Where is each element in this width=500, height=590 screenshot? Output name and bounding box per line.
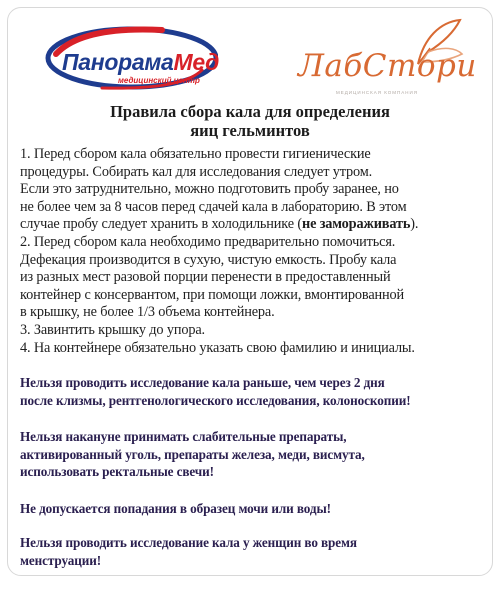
warning-2: Нельзя накануне принимать слабительные препараты, активированный уголь, препараты железа, меди, висмута, использовать ректальные свечи! bbox=[20, 429, 365, 480]
panoramamed-logo bbox=[42, 24, 218, 92]
rule-3: 3. Завинтить крышку до упора. bbox=[20, 321, 205, 338]
title-line-1: Правила сбора кала для определения bbox=[110, 102, 390, 121]
title-line-2: яиц гельминтов bbox=[190, 121, 310, 140]
logo-left-name: ПанорамаМед bbox=[62, 49, 220, 75]
rule-1-line-5: случае пробу следует хранить в холодильнике (не замораживать). bbox=[20, 216, 419, 233]
rule-1-line-2: процедуры. Собирать кал для исследования следует утром. bbox=[20, 163, 373, 180]
instruction-card bbox=[7, 7, 493, 576]
no-freeze-emphasis: не замораживать bbox=[301, 216, 411, 233]
rule-2-line-1: 2. Перед сбором кала необходимо предварительно помочиться. bbox=[20, 233, 396, 250]
rules-list bbox=[20, 146, 490, 357]
warning-4: Нельзя проводить исследование кала у женщин во время менструации! bbox=[20, 535, 357, 568]
logo-right-subtitle: МЕДИЦИНСКАЯ КОМПАНИЯ bbox=[336, 90, 419, 95]
rule-4: 4. На контейнере обязательно указать свою фамилию и инициалы. bbox=[20, 339, 415, 356]
rule-1-line-1: 1. Перед сбором кала обязательно провести гигиенические bbox=[20, 146, 371, 162]
rule-2-line-2: Дефекация производится в сухую, чистую емкость. Пробу кала bbox=[20, 251, 397, 268]
rule-2-line-3: из разных мест разовой порции перенести в предоставленный bbox=[20, 269, 391, 286]
warning-1: Нельзя проводить исследование кала раньше, чем через 2 дня после клизмы, рентгенологического исследования, колоноскопии! bbox=[20, 375, 411, 408]
rule-1-line-4: не более чем за 8 часов перед сдачей кала в лабораторию. В этом bbox=[20, 198, 407, 215]
warning-3: Не допускается попадания в образец мочи или воды! bbox=[20, 501, 331, 516]
rule-2-line-4: контейнер с консервантом, при помощи ложки, вмонтированной bbox=[20, 286, 405, 303]
page-title bbox=[8, 102, 492, 140]
logo-left-subtitle: медицинский центр bbox=[118, 76, 200, 85]
logo-right-name: ЛабСтори bbox=[298, 48, 477, 84]
rule-2-line-5: в крышку, не более 1/3 объема контейнера. bbox=[20, 304, 275, 321]
labstory-logo bbox=[284, 18, 477, 100]
rule-1-line-3: Если это затруднительно, можно подготовить пробу заранее, но bbox=[20, 181, 399, 198]
